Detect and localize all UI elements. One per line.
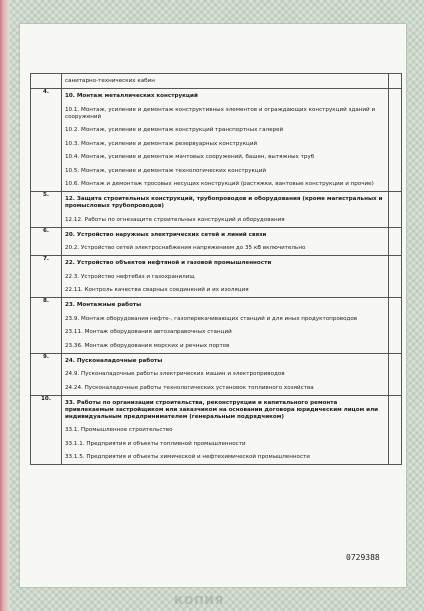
empty-cell: [389, 192, 402, 228]
work-group-heading: 22. Устройство объектов нефтяной и газовой промышленности: [65, 260, 272, 266]
table-row: [31, 353, 402, 395]
work-types-table: [30, 73, 402, 465]
work-type-item: 22.3. Устройство нефтебаз и газохранилищ: [65, 273, 195, 280]
work-type-item: 33.1. Промышленное строительство: [65, 427, 173, 433]
work-type-item: 12.12. Работы по огнезащите строительных конструкций и оборудования: [65, 216, 285, 223]
row-number: 4.: [31, 89, 62, 192]
work-group-heading: 12. Защита строительных конструкций, трубопроводов и оборудования (кроме магистральных и промысловых трубопроводов): [65, 196, 383, 209]
empty-cell: [389, 227, 402, 256]
work-description-cell: [62, 74, 389, 89]
row-number: 7.: [31, 256, 62, 298]
work-type-item: 22.11. Контроль качества сварных соединений и их изоляция: [65, 287, 249, 293]
empty-cell: [389, 89, 402, 192]
binding-edge: [0, 0, 10, 611]
work-type-item: 10.6. Монтаж и демонтаж тросовых несущих конструкций (растяжки, вантовые конструкции и прочие): [65, 181, 374, 187]
table-row: [31, 256, 402, 298]
work-type-item: 10.3. Монтаж, усиление и демонтаж резервуарных конструкций: [65, 140, 258, 147]
table-row: [31, 227, 402, 256]
work-type-item: 24.9. Пусконаладочные работы электрических машин и электроприводов: [65, 371, 285, 377]
copy-watermark: КОПИЯ: [174, 594, 225, 607]
row-number: 10.: [31, 395, 62, 465]
work-group-heading: 23. Монтажные работы: [65, 302, 142, 308]
row-number: 9.: [31, 353, 62, 395]
row-number: [31, 74, 62, 89]
table-row: [31, 74, 402, 89]
work-description-cell: [62, 192, 389, 228]
work-type-item: 10.1. Монтаж, усиление и демонтаж конструктивных элементов и ограждающих конструкций зданий и сооружений: [65, 106, 376, 120]
empty-cell: [389, 353, 402, 395]
work-type-item: 10.5. Монтаж, усиление и демонтаж технологических конструкций: [65, 167, 266, 174]
row-number: 6.: [31, 227, 62, 256]
table-row: [31, 395, 402, 465]
empty-cell: [389, 74, 402, 89]
work-type-item: 10.4. Монтаж, усиление и демонтаж мачтовых сооружений, башен, вытяжных труб: [65, 154, 315, 160]
row-number: 8.: [31, 298, 62, 354]
work-type-item: 24.24. Пусконаладочные работы технологических установок топливного хозяйства: [65, 384, 314, 391]
empty-cell: [389, 256, 402, 298]
work-group-heading: 33. Работы по организации строительства, реконструкции и капитального ремонта привлекаемым застройщиком или заказчиком на основании договора юридическим лицом или индивидуальным предпринимателем (генеральным подрядчиком): [65, 399, 379, 420]
work-type-item: санитарно-технических кабин: [65, 78, 155, 84]
work-type-item: 33.1.1. Предприятия и объекты топливной промышленности: [65, 440, 246, 447]
serial-number: 0729388: [346, 553, 380, 562]
work-description-cell: [62, 227, 389, 256]
work-description-cell: [62, 89, 389, 192]
table-row: [31, 192, 402, 228]
table-row: [31, 89, 402, 192]
table-row: [31, 298, 402, 354]
empty-cell: [389, 395, 402, 465]
work-description-cell: [62, 298, 389, 354]
work-group-heading: 24. Пусконаладочные работы: [65, 357, 163, 364]
work-type-item: 33.1.5. Предприятия и объекты химической и нефтехимической промышленности: [65, 454, 310, 460]
work-description-cell: [62, 353, 389, 395]
work-description-cell: [62, 395, 389, 465]
work-group-heading: 20. Устройство наружных электрических сетей и линий связи: [65, 231, 267, 238]
work-group-heading: 10. Монтаж металлических конструкций: [65, 93, 198, 99]
work-description-cell: [62, 256, 389, 298]
work-type-item: 23.36. Монтаж оборудования морских и речных портов: [65, 342, 230, 349]
row-number: 5.: [31, 192, 62, 228]
work-type-item: 23.11. Монтаж оборудования автозаправочных станций: [65, 329, 232, 335]
work-type-item: 20.2. Устройство сетей электроснабжения напряжением до 35 кВ включительно: [65, 245, 306, 251]
empty-cell: [389, 298, 402, 354]
work-type-item: 23.9. Монтаж оборудования нефте-, газоперекачивающих станций и для иных продуктопроводов: [65, 315, 358, 322]
work-type-item: 10.2. Монтаж, усиление и демонтаж конструкций транспортных галерей: [65, 127, 284, 133]
